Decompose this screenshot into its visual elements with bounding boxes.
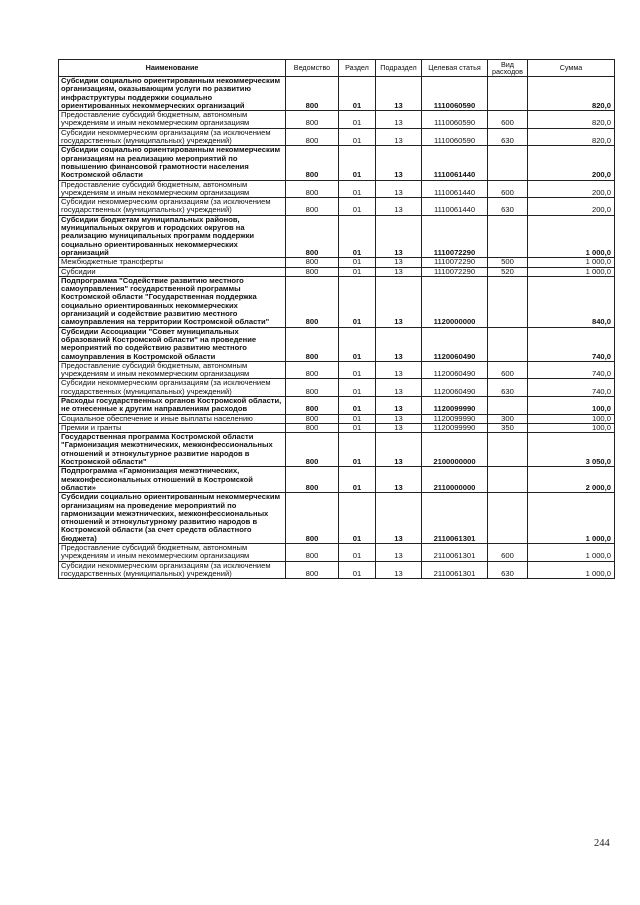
cell-expense-type: 500	[488, 258, 528, 267]
cell-subsection: 13	[376, 128, 422, 146]
cell-department: 800	[286, 77, 339, 111]
table-row	[59, 180, 615, 198]
cell-department: 800	[286, 327, 339, 361]
cell-name: Субсидии некоммерческим организациям (за исключением государственных (муниципальных) учреждений)	[59, 379, 286, 397]
cell-subsection: 13	[376, 198, 422, 216]
cell-amount: 740,0	[528, 361, 615, 379]
cell-section: 01	[339, 414, 376, 423]
cell-target: 1120060490	[422, 379, 488, 397]
table-row	[59, 327, 615, 361]
budget-table	[58, 59, 615, 579]
cell-amount: 1 000,0	[528, 215, 615, 257]
cell-target: 1110060590	[422, 111, 488, 129]
cell-expense-type: 350	[488, 423, 528, 432]
cell-expense-type	[488, 493, 528, 544]
cell-department: 800	[286, 467, 339, 493]
cell-target: 1120000000	[422, 276, 488, 327]
cell-subsection: 13	[376, 433, 422, 467]
cell-subsection: 13	[376, 396, 422, 414]
cell-target: 2100000000	[422, 433, 488, 467]
cell-expense-type	[488, 467, 528, 493]
table-row	[59, 258, 615, 267]
cell-name: Субсидии некоммерческим организациям (за исключением государственных (муниципальных) учреждений)	[59, 128, 286, 146]
cell-department: 800	[286, 128, 339, 146]
table-row	[59, 146, 615, 180]
cell-name: Субсидии	[59, 267, 286, 276]
cell-expense-type	[488, 215, 528, 257]
cell-section: 01	[339, 77, 376, 111]
cell-target: 2110061301	[422, 561, 488, 579]
cell-section: 01	[339, 379, 376, 397]
cell-department: 800	[286, 267, 339, 276]
cell-subsection: 13	[376, 258, 422, 267]
cell-subsection: 13	[376, 561, 422, 579]
cell-section: 01	[339, 433, 376, 467]
cell-section: 01	[339, 258, 376, 267]
cell-amount: 100,0	[528, 423, 615, 432]
cell-amount: 820,0	[528, 128, 615, 146]
cell-name: Субсидии социально ориентированным некоммерческим организациям на реализацию мероприятий по повышению финансовой грамотности населения Костромской области	[59, 146, 286, 180]
table-body	[59, 77, 615, 579]
cell-section: 01	[339, 276, 376, 327]
cell-subsection: 13	[376, 111, 422, 129]
cell-expense-type: 300	[488, 414, 528, 423]
cell-department: 800	[286, 361, 339, 379]
cell-amount: 820,0	[528, 111, 615, 129]
cell-amount: 200,0	[528, 146, 615, 180]
header-section: Раздел	[339, 60, 376, 77]
cell-subsection: 13	[376, 423, 422, 432]
cell-section: 01	[339, 111, 376, 129]
cell-amount: 2 000,0	[528, 467, 615, 493]
cell-amount: 740,0	[528, 379, 615, 397]
cell-expense-type: 630	[488, 128, 528, 146]
table-row	[59, 215, 615, 257]
cell-expense-type: 630	[488, 379, 528, 397]
cell-section: 01	[339, 128, 376, 146]
cell-section: 01	[339, 146, 376, 180]
table-row	[59, 561, 615, 579]
header-subsection: Подраздел	[376, 60, 422, 77]
cell-amount: 1 000,0	[528, 561, 615, 579]
header-name: Наименование	[59, 60, 286, 77]
cell-amount: 100,0	[528, 414, 615, 423]
cell-subsection: 13	[376, 267, 422, 276]
cell-name: Субсидии социально ориентированным некоммерческим организациям, оказывающим услуги по развитию инфраструктуры поддержки социально ориентированных некоммерческих организаций	[59, 77, 286, 111]
cell-expense-type: 520	[488, 267, 528, 276]
cell-name: Субсидии Ассоциации "Совет муниципальных образований Костромской области" на проведение мероприятий по содействию развитию местного самоуправления в Костромской области	[59, 327, 286, 361]
cell-expense-type	[488, 327, 528, 361]
cell-department: 800	[286, 146, 339, 180]
cell-section: 01	[339, 215, 376, 257]
cell-amount: 3 050,0	[528, 433, 615, 467]
cell-target: 1120099990	[422, 396, 488, 414]
cell-section: 01	[339, 561, 376, 579]
cell-expense-type	[488, 276, 528, 327]
cell-name: Предоставление субсидий бюджетным, автономным учреждениям и иным некоммерческим организациям	[59, 180, 286, 198]
cell-name: Предоставление субсидий бюджетным, автономным учреждениям и иным некоммерческим организациям	[59, 544, 286, 562]
cell-subsection: 13	[376, 467, 422, 493]
cell-subsection: 13	[376, 361, 422, 379]
cell-subsection: 13	[376, 146, 422, 180]
header-department: Ведомство	[286, 60, 339, 77]
cell-department: 800	[286, 433, 339, 467]
cell-section: 01	[339, 423, 376, 432]
cell-expense-type	[488, 396, 528, 414]
cell-expense-type: 630	[488, 198, 528, 216]
cell-subsection: 13	[376, 493, 422, 544]
header-expense-type: Вид расходов	[488, 60, 528, 77]
cell-department: 800	[286, 111, 339, 129]
cell-name: Социальное обеспечение и иные выплаты населению	[59, 414, 286, 423]
cell-target: 1120099990	[422, 414, 488, 423]
cell-section: 01	[339, 198, 376, 216]
table-row	[59, 361, 615, 379]
cell-expense-type: 630	[488, 561, 528, 579]
table-row	[59, 128, 615, 146]
cell-department: 800	[286, 396, 339, 414]
cell-name: Субсидии бюджетам муниципальных районов, муниципальных округов и городских округов на реализацию муниципальных программ поддержки социально ориентированных некоммерческих организаций	[59, 215, 286, 257]
table-row	[59, 493, 615, 544]
cell-section: 01	[339, 396, 376, 414]
cell-section: 01	[339, 467, 376, 493]
header-amount: Сумма	[528, 60, 615, 77]
cell-name: Подпрограмма «Гармонизация межэтнических, межконфессиональных отношений в Костромской области»	[59, 467, 286, 493]
cell-department: 800	[286, 414, 339, 423]
cell-name: Государственная программа Костромской области "Гармонизация межэтнических, межконфессиональных отношений и этнокультурное развитие народов в Костромской области"	[59, 433, 286, 467]
table-row	[59, 379, 615, 397]
cell-section: 01	[339, 327, 376, 361]
table-row	[59, 414, 615, 423]
cell-section: 01	[339, 493, 376, 544]
cell-amount: 100,0	[528, 396, 615, 414]
header-target: Целевая статья	[422, 60, 488, 77]
cell-subsection: 13	[376, 544, 422, 562]
cell-amount: 740,0	[528, 327, 615, 361]
cell-name: Субсидии социально ориентированным некоммерческим организациям на проведение мероприятий по гармонизации межэтнических, межконфессиональных отношений и этнокультурному развитию народов в Костромской области (за счет средств областного бюджета)	[59, 493, 286, 544]
cell-section: 01	[339, 544, 376, 562]
cell-amount: 1 000,0	[528, 258, 615, 267]
cell-target: 1120099990	[422, 423, 488, 432]
cell-name: Субсидии некоммерческим организациям (за исключением государственных (муниципальных) учреждений)	[59, 561, 286, 579]
cell-target: 2110000000	[422, 467, 488, 493]
cell-subsection: 13	[376, 215, 422, 257]
cell-section: 01	[339, 267, 376, 276]
cell-department: 800	[286, 198, 339, 216]
cell-amount: 1 000,0	[528, 493, 615, 544]
table-row	[59, 111, 615, 129]
table-row	[59, 433, 615, 467]
cell-subsection: 13	[376, 276, 422, 327]
cell-amount: 840,0	[528, 276, 615, 327]
cell-target: 1110061440	[422, 198, 488, 216]
table-row	[59, 423, 615, 432]
cell-target: 2110061301	[422, 493, 488, 544]
cell-expense-type	[488, 146, 528, 180]
table-row	[59, 467, 615, 493]
cell-department: 800	[286, 544, 339, 562]
cell-expense-type: 600	[488, 180, 528, 198]
cell-amount: 200,0	[528, 180, 615, 198]
cell-expense-type	[488, 77, 528, 111]
cell-target: 1110060590	[422, 128, 488, 146]
cell-amount: 1 000,0	[528, 267, 615, 276]
cell-department: 800	[286, 561, 339, 579]
cell-department: 800	[286, 493, 339, 544]
cell-expense-type: 600	[488, 111, 528, 129]
cell-name: Субсидии некоммерческим организациям (за исключением государственных (муниципальных) учреждений)	[59, 198, 286, 216]
table-row	[59, 276, 615, 327]
cell-department: 800	[286, 215, 339, 257]
cell-target: 1110061440	[422, 180, 488, 198]
table-row	[59, 77, 615, 111]
cell-target: 1110072290	[422, 258, 488, 267]
cell-expense-type: 600	[488, 544, 528, 562]
cell-subsection: 13	[376, 327, 422, 361]
cell-subsection: 13	[376, 77, 422, 111]
table-row	[59, 198, 615, 216]
cell-name: Предоставление субсидий бюджетным, автономным учреждениям и иным некоммерческим организациям	[59, 361, 286, 379]
page-number: 244	[594, 838, 610, 849]
cell-name: Предоставление субсидий бюджетным, автономным учреждениям и иным некоммерческим организациям	[59, 111, 286, 129]
cell-expense-type: 600	[488, 361, 528, 379]
cell-department: 800	[286, 276, 339, 327]
cell-target: 2110061301	[422, 544, 488, 562]
table-row	[59, 396, 615, 414]
cell-name: Расходы государственных органов Костромской области, не отнесенные к другим направлениям расходов	[59, 396, 286, 414]
cell-section: 01	[339, 180, 376, 198]
cell-target: 1120060490	[422, 327, 488, 361]
cell-section: 01	[339, 361, 376, 379]
cell-amount: 200,0	[528, 198, 615, 216]
cell-target: 1110061440	[422, 146, 488, 180]
cell-target: 1120060490	[422, 361, 488, 379]
table-row	[59, 544, 615, 562]
cell-subsection: 13	[376, 180, 422, 198]
cell-subsection: 13	[376, 379, 422, 397]
cell-name: Подпрограмма "Содействие развитию местного самоуправления" государственной программы Костромской области "Государственная поддержка социально ориентированных некоммерческих организаций и содействие развитию местного самоуправления на территории Костромской области"	[59, 276, 286, 327]
cell-amount: 820,0	[528, 77, 615, 111]
cell-target: 1110072290	[422, 267, 488, 276]
cell-amount: 1 000,0	[528, 544, 615, 562]
cell-subsection: 13	[376, 414, 422, 423]
cell-target: 1110060590	[422, 77, 488, 111]
cell-department: 800	[286, 423, 339, 432]
cell-target: 1110072290	[422, 215, 488, 257]
cell-name: Межбюджетные трансферты	[59, 258, 286, 267]
cell-department: 800	[286, 258, 339, 267]
cell-department: 800	[286, 379, 339, 397]
cell-name: Премии и гранты	[59, 423, 286, 432]
cell-department: 800	[286, 180, 339, 198]
table-row	[59, 267, 615, 276]
table-header-row	[59, 60, 615, 77]
cell-expense-type	[488, 433, 528, 467]
